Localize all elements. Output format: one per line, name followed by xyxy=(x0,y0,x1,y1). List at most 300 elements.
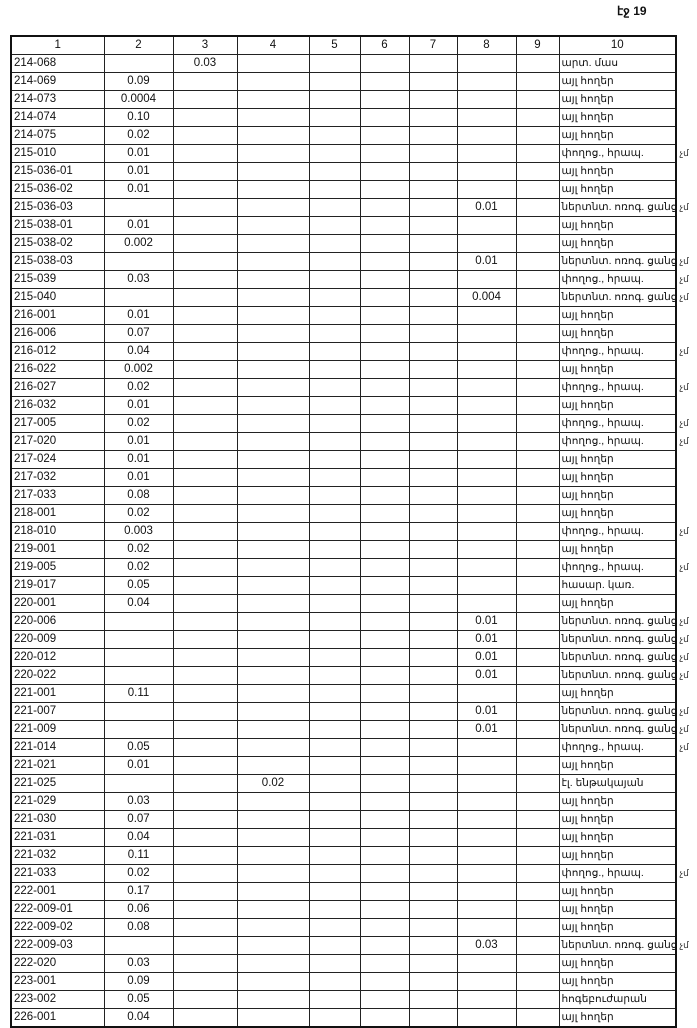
margin-mark: չմ xyxy=(679,436,689,446)
value-cell-col-4 xyxy=(237,721,309,739)
value-cell-col-6 xyxy=(360,469,409,487)
value-cell-col-5 xyxy=(309,379,360,397)
value-cell-col-3 xyxy=(173,973,237,991)
value-cell-col-4: 0.02 xyxy=(237,775,309,793)
value-cell-col-7 xyxy=(409,1009,457,1028)
land-use-cell xyxy=(559,127,676,145)
value-cell-col-7 xyxy=(409,613,457,631)
land-use-label: այլ հողեր xyxy=(561,921,614,933)
value-cell-col-8 xyxy=(457,559,516,577)
value-cell-col-3 xyxy=(173,847,237,865)
table-row xyxy=(11,415,676,433)
value-cell-col-9 xyxy=(516,595,559,613)
land-use-label: ներտնտ. ոռոգ. ցանց xyxy=(561,723,678,735)
value-cell-col-6 xyxy=(360,181,409,199)
value-cell-col-5 xyxy=(309,523,360,541)
table-header-row xyxy=(11,36,676,55)
value-cell-col-3 xyxy=(173,577,237,595)
table-row xyxy=(11,775,676,793)
land-use-label: փողոց., հրապ. xyxy=(561,741,644,753)
table-row xyxy=(11,325,676,343)
margin-mark: չմ xyxy=(679,616,689,626)
parcel-code-cell: 221-001 xyxy=(11,685,104,703)
value-cell-col-4 xyxy=(237,451,309,469)
value-cell-col-9 xyxy=(516,775,559,793)
table-row xyxy=(11,577,676,595)
value-cell-col-7 xyxy=(409,505,457,523)
value-cell-col-5 xyxy=(309,289,360,307)
value-cell-col-4 xyxy=(237,505,309,523)
table-row xyxy=(11,685,676,703)
land-use-label: այլ հողեր xyxy=(561,93,614,105)
land-use-label: արտ. մաս xyxy=(561,57,618,69)
land-use-label: ներտնտ. ոռոգ. ցանց xyxy=(561,939,678,951)
value-cell-col-6 xyxy=(360,595,409,613)
value-cell-col-5 xyxy=(309,811,360,829)
parcel-code-cell: 221-021 xyxy=(11,757,104,775)
value-cell-col-4 xyxy=(237,163,309,181)
value-cell-col-8: 0.004 xyxy=(457,289,516,307)
value-cell-col-5 xyxy=(309,973,360,991)
value-cell-col-7 xyxy=(409,487,457,505)
value-cell-col-5 xyxy=(309,883,360,901)
value-cell-col-9 xyxy=(516,685,559,703)
value-cell-col-5 xyxy=(309,847,360,865)
value-cell-col-9 xyxy=(516,793,559,811)
value-cell-col-7 xyxy=(409,595,457,613)
value-cell-col-3 xyxy=(173,919,237,937)
value-cell-col-5 xyxy=(309,541,360,559)
parcel-code-cell: 221-030 xyxy=(11,811,104,829)
value-cell-col-5 xyxy=(309,613,360,631)
value-cell-col-2 xyxy=(104,613,173,631)
value-cell-col-5 xyxy=(309,361,360,379)
value-cell-col-8: 0.03 xyxy=(457,937,516,955)
value-cell-col-4 xyxy=(237,595,309,613)
value-cell-col-5 xyxy=(309,253,360,271)
land-use-cell xyxy=(559,703,689,721)
value-cell-col-9 xyxy=(516,289,559,307)
value-cell-col-4 xyxy=(237,325,309,343)
value-cell-col-2: 0.03 xyxy=(104,271,173,289)
land-use-label: ներտնտ. ոռոգ. ցանց xyxy=(561,633,678,645)
value-cell-col-2: 0.01 xyxy=(104,469,173,487)
value-cell-col-9 xyxy=(516,1009,559,1028)
value-cell-col-3 xyxy=(173,541,237,559)
value-cell-col-4 xyxy=(237,703,309,721)
land-use-label: այլ հողեր xyxy=(561,975,614,987)
land-use-label: այլ հողեր xyxy=(561,849,614,861)
margin-mark: չմ xyxy=(679,274,689,284)
value-cell-col-9 xyxy=(516,865,559,883)
value-cell-col-6 xyxy=(360,109,409,127)
value-cell-col-4 xyxy=(237,199,309,217)
value-cell-col-8 xyxy=(457,163,516,181)
value-cell-col-8: 0.01 xyxy=(457,667,516,685)
value-cell-col-4 xyxy=(237,307,309,325)
land-use-label: այլ հողեր xyxy=(561,903,614,915)
value-cell-col-2: 0.04 xyxy=(104,1009,173,1028)
table-row xyxy=(11,541,676,559)
value-cell-col-3 xyxy=(173,901,237,919)
value-cell-col-8 xyxy=(457,811,516,829)
land-use-label: փողոց., հրապ. xyxy=(561,417,644,429)
parcel-code-cell: 217-020 xyxy=(11,433,104,451)
value-cell-col-3 xyxy=(173,811,237,829)
value-cell-col-2: 0.04 xyxy=(104,829,173,847)
value-cell-col-6 xyxy=(360,793,409,811)
value-cell-col-8 xyxy=(457,235,516,253)
value-cell-col-7 xyxy=(409,433,457,451)
value-cell-col-8: 0.01 xyxy=(457,721,516,739)
value-cell-col-4 xyxy=(237,901,309,919)
land-use-cell xyxy=(559,361,676,379)
land-use-cell xyxy=(559,739,689,757)
value-cell-col-3 xyxy=(173,955,237,973)
value-cell-col-5 xyxy=(309,865,360,883)
value-cell-col-4 xyxy=(237,937,309,955)
value-cell-col-2: 0.002 xyxy=(104,361,173,379)
value-cell-col-6 xyxy=(360,991,409,1009)
table-row xyxy=(11,649,676,667)
value-cell-col-3 xyxy=(173,181,237,199)
column-header-8: 8 xyxy=(457,36,516,55)
value-cell-col-2 xyxy=(104,721,173,739)
value-cell-col-9 xyxy=(516,523,559,541)
value-cell-col-6 xyxy=(360,505,409,523)
land-use-label: այլ հողեր xyxy=(561,165,614,177)
value-cell-col-3 xyxy=(173,649,237,667)
value-cell-col-7 xyxy=(409,847,457,865)
table-row xyxy=(11,667,676,685)
value-cell-col-5 xyxy=(309,631,360,649)
value-cell-col-7 xyxy=(409,649,457,667)
value-cell-col-9 xyxy=(516,973,559,991)
land-use-label: ներտնտ. ոռոգ. ցանց xyxy=(561,669,678,681)
value-cell-col-9 xyxy=(516,271,559,289)
value-cell-col-8 xyxy=(457,145,516,163)
land-use-cell xyxy=(559,163,676,181)
value-cell-col-2: 0.002 xyxy=(104,235,173,253)
land-use-cell xyxy=(559,289,689,307)
land-use-cell xyxy=(559,109,676,127)
parcel-code-cell: 217-033 xyxy=(11,487,104,505)
land-use-cell xyxy=(559,73,676,91)
table-row xyxy=(11,631,676,649)
value-cell-col-8 xyxy=(457,991,516,1009)
table-row xyxy=(11,271,676,289)
value-cell-col-3 xyxy=(173,793,237,811)
parcel-code-cell: 216-027 xyxy=(11,379,104,397)
value-cell-col-6 xyxy=(360,937,409,955)
value-cell-col-5 xyxy=(309,667,360,685)
value-cell-col-4 xyxy=(237,379,309,397)
value-cell-col-7 xyxy=(409,829,457,847)
parcel-code-cell: 215-036-02 xyxy=(11,181,104,199)
value-cell-col-6 xyxy=(360,901,409,919)
value-cell-col-2: 0.09 xyxy=(104,973,173,991)
value-cell-col-4 xyxy=(237,973,309,991)
value-cell-col-3 xyxy=(173,397,237,415)
land-use-cell xyxy=(559,343,689,361)
value-cell-col-2: 0.05 xyxy=(104,739,173,757)
table-row xyxy=(11,181,676,199)
table-row xyxy=(11,811,676,829)
value-cell-col-7 xyxy=(409,991,457,1009)
value-cell-col-8 xyxy=(457,973,516,991)
value-cell-col-7 xyxy=(409,901,457,919)
land-use-label: այլ հողեր xyxy=(561,885,614,897)
table-row xyxy=(11,721,676,739)
value-cell-col-7 xyxy=(409,739,457,757)
value-cell-col-6 xyxy=(360,451,409,469)
value-cell-col-7 xyxy=(409,181,457,199)
value-cell-col-6 xyxy=(360,703,409,721)
table-row xyxy=(11,865,676,883)
value-cell-col-9 xyxy=(516,361,559,379)
land-use-cell xyxy=(559,829,676,847)
parcel-code-cell: 216-001 xyxy=(11,307,104,325)
value-cell-col-5 xyxy=(309,271,360,289)
value-cell-col-7 xyxy=(409,253,457,271)
land-use-cell xyxy=(559,775,676,793)
value-cell-col-6 xyxy=(360,487,409,505)
value-cell-col-7 xyxy=(409,973,457,991)
parcel-code-cell: 219-017 xyxy=(11,577,104,595)
parcel-code-cell: 216-012 xyxy=(11,343,104,361)
value-cell-col-4 xyxy=(237,91,309,109)
land-use-cell xyxy=(559,55,676,73)
table-row xyxy=(11,919,676,937)
margin-mark: չմ xyxy=(679,724,689,734)
land-use-cell xyxy=(559,667,689,685)
value-cell-col-6 xyxy=(360,415,409,433)
table-row xyxy=(11,937,676,955)
land-use-cell xyxy=(559,613,689,631)
value-cell-col-8 xyxy=(457,577,516,595)
table-row xyxy=(11,487,676,505)
parcel-code-cell: 223-002 xyxy=(11,991,104,1009)
parcel-code-cell: 221-009 xyxy=(11,721,104,739)
land-use-label: այլ հողեր xyxy=(561,75,614,87)
value-cell-col-6 xyxy=(360,559,409,577)
value-cell-col-4 xyxy=(237,757,309,775)
value-cell-col-4 xyxy=(237,109,309,127)
value-cell-col-8 xyxy=(457,757,516,775)
value-cell-col-6 xyxy=(360,883,409,901)
land-use-label: փողոց., հրապ. xyxy=(561,147,644,159)
value-cell-col-8 xyxy=(457,595,516,613)
value-cell-col-3 xyxy=(173,559,237,577)
value-cell-col-2 xyxy=(104,667,173,685)
table-row xyxy=(11,55,676,73)
value-cell-col-7 xyxy=(409,577,457,595)
land-use-cell xyxy=(559,649,689,667)
value-cell-col-9 xyxy=(516,487,559,505)
value-cell-col-7 xyxy=(409,289,457,307)
value-cell-col-2: 0.02 xyxy=(104,379,173,397)
value-cell-col-3 xyxy=(173,217,237,235)
value-cell-col-5 xyxy=(309,505,360,523)
table-row xyxy=(11,91,676,109)
value-cell-col-7 xyxy=(409,865,457,883)
land-use-label: այլ հողեր xyxy=(561,831,614,843)
value-cell-col-6 xyxy=(360,73,409,91)
value-cell-col-4 xyxy=(237,829,309,847)
value-cell-col-5 xyxy=(309,721,360,739)
value-cell-col-4 xyxy=(237,613,309,631)
land-use-cell xyxy=(559,199,689,217)
value-cell-col-6 xyxy=(360,1009,409,1028)
value-cell-col-8 xyxy=(457,865,516,883)
table-row xyxy=(11,397,676,415)
value-cell-col-6 xyxy=(360,541,409,559)
value-cell-col-5 xyxy=(309,991,360,1009)
value-cell-col-4 xyxy=(237,343,309,361)
table-row xyxy=(11,127,676,145)
value-cell-col-6 xyxy=(360,307,409,325)
table-row xyxy=(11,235,676,253)
land-parcel-table xyxy=(10,35,689,1028)
table-row xyxy=(11,307,676,325)
land-use-cell xyxy=(559,307,676,325)
value-cell-col-3 xyxy=(173,451,237,469)
parcel-code-cell: 214-069 xyxy=(11,73,104,91)
value-cell-col-8 xyxy=(457,433,516,451)
table-row xyxy=(11,559,676,577)
value-cell-col-7 xyxy=(409,73,457,91)
land-use-cell xyxy=(559,217,676,235)
value-cell-col-3 xyxy=(173,73,237,91)
table-row xyxy=(11,379,676,397)
value-cell-col-5 xyxy=(309,703,360,721)
value-cell-col-7 xyxy=(409,775,457,793)
land-use-cell xyxy=(559,955,676,973)
parcel-code-cell: 215-040 xyxy=(11,289,104,307)
table-row xyxy=(11,163,676,181)
value-cell-col-6 xyxy=(360,253,409,271)
value-cell-col-4 xyxy=(237,541,309,559)
value-cell-col-7 xyxy=(409,397,457,415)
value-cell-col-4 xyxy=(237,73,309,91)
parcel-code-cell: 220-022 xyxy=(11,667,104,685)
land-use-label: ներտնտ. ոռոգ. ցանց xyxy=(561,705,678,717)
value-cell-col-6 xyxy=(360,775,409,793)
column-header-1: 1 xyxy=(11,36,104,55)
land-use-label: փողոց., հրապ. xyxy=(561,561,644,573)
value-cell-col-2: 0.08 xyxy=(104,919,173,937)
value-cell-col-5 xyxy=(309,829,360,847)
value-cell-col-2: 0.11 xyxy=(104,685,173,703)
column-header-9: 9 xyxy=(516,36,559,55)
value-cell-col-6 xyxy=(360,163,409,181)
value-cell-col-4 xyxy=(237,253,309,271)
land-use-cell xyxy=(559,487,676,505)
value-cell-col-7 xyxy=(409,55,457,73)
value-cell-col-9 xyxy=(516,757,559,775)
land-use-label: այլ հողեր xyxy=(561,111,614,123)
value-cell-col-2 xyxy=(104,289,173,307)
value-cell-col-6 xyxy=(360,433,409,451)
parcel-code-cell: 215-036-03 xyxy=(11,199,104,217)
land-use-label: ներտնտ. ոռոգ. ցանց xyxy=(561,651,678,663)
value-cell-col-3 xyxy=(173,685,237,703)
value-cell-col-7 xyxy=(409,235,457,253)
value-cell-col-5 xyxy=(309,235,360,253)
value-cell-col-4 xyxy=(237,487,309,505)
value-cell-col-9 xyxy=(516,919,559,937)
land-use-label: ներտնտ. ոռոգ. ցանց xyxy=(561,201,678,213)
value-cell-col-9 xyxy=(516,235,559,253)
value-cell-col-9 xyxy=(516,631,559,649)
land-use-label: էլ. ենթակայան xyxy=(561,777,644,789)
value-cell-col-3 xyxy=(173,595,237,613)
parcel-code-cell: 216-006 xyxy=(11,325,104,343)
margin-mark: չմ xyxy=(679,292,689,302)
value-cell-col-3 xyxy=(173,235,237,253)
value-cell-col-3 xyxy=(173,775,237,793)
value-cell-col-5 xyxy=(309,739,360,757)
value-cell-col-6 xyxy=(360,919,409,937)
value-cell-col-4 xyxy=(237,271,309,289)
value-cell-col-7 xyxy=(409,685,457,703)
value-cell-col-3 xyxy=(173,757,237,775)
parcel-code-cell: 220-009 xyxy=(11,631,104,649)
land-use-label: ներտնտ. ոռոգ. ցանց xyxy=(561,255,678,267)
value-cell-col-6 xyxy=(360,685,409,703)
land-use-cell xyxy=(559,865,689,883)
table-row xyxy=(11,469,676,487)
column-header-6: 6 xyxy=(360,36,409,55)
value-cell-col-9 xyxy=(516,217,559,235)
parcel-code-cell: 219-005 xyxy=(11,559,104,577)
value-cell-col-6 xyxy=(360,343,409,361)
value-cell-col-9 xyxy=(516,109,559,127)
value-cell-col-9 xyxy=(516,991,559,1009)
value-cell-col-2: 0.09 xyxy=(104,73,173,91)
value-cell-col-7 xyxy=(409,361,457,379)
table-row xyxy=(11,739,676,757)
value-cell-col-7 xyxy=(409,379,457,397)
value-cell-col-2: 0.02 xyxy=(104,127,173,145)
value-cell-col-3 xyxy=(173,271,237,289)
value-cell-col-5 xyxy=(309,325,360,343)
value-cell-col-2: 0.01 xyxy=(104,757,173,775)
table-row xyxy=(11,613,676,631)
value-cell-col-8 xyxy=(457,829,516,847)
value-cell-col-7 xyxy=(409,703,457,721)
value-cell-col-2: 0.17 xyxy=(104,883,173,901)
value-cell-col-5 xyxy=(309,415,360,433)
table-row xyxy=(11,901,676,919)
land-use-label: հոգեբուժարան xyxy=(561,993,647,1005)
value-cell-col-5 xyxy=(309,307,360,325)
value-cell-col-4 xyxy=(237,919,309,937)
value-cell-col-6 xyxy=(360,829,409,847)
value-cell-col-8 xyxy=(457,541,516,559)
land-use-cell xyxy=(559,1009,676,1028)
value-cell-col-9 xyxy=(516,937,559,955)
value-cell-col-7 xyxy=(409,325,457,343)
value-cell-col-5 xyxy=(309,649,360,667)
table-row xyxy=(11,955,676,973)
table-row xyxy=(11,73,676,91)
value-cell-col-3 xyxy=(173,163,237,181)
parcel-code-cell: 219-001 xyxy=(11,541,104,559)
value-cell-col-9 xyxy=(516,613,559,631)
value-cell-col-4 xyxy=(237,397,309,415)
land-use-cell xyxy=(559,145,689,163)
